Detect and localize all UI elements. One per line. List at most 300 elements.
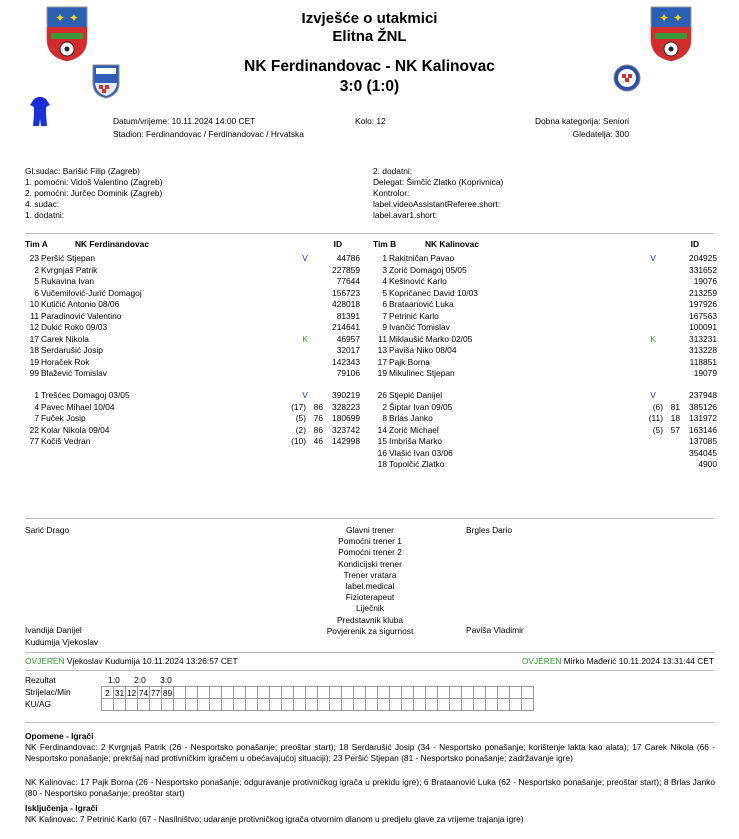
player-name: Kolar Nikola 09/04 (41, 424, 110, 435)
kuag-cell (282, 699, 294, 711)
score-cell: 2:0 (134, 675, 146, 685)
player-name: Miklaušić Marko 02/05 (389, 333, 473, 344)
scorer-cell (270, 687, 282, 699)
player-row (373, 345, 717, 356)
player-number: 12 (29, 322, 39, 332)
player-number: 2 (382, 401, 387, 412)
sub-for: (5) (295, 413, 306, 423)
player-name: Carek Nikola (41, 333, 89, 344)
scorer-grid (101, 686, 534, 711)
staff-role: Kondicijski trener (338, 558, 402, 569)
player-id: 19076 (693, 276, 717, 286)
player-name: Kopričanec David 10/03 (389, 287, 478, 298)
scorer-cell: 74 (138, 687, 149, 698)
player-row (25, 436, 360, 447)
kuag-cell (510, 699, 522, 711)
player-id: 137085 (689, 436, 717, 446)
player-number: 9 (382, 322, 387, 332)
player-number: 4 (34, 401, 39, 412)
divider (25, 233, 714, 234)
divider (25, 518, 714, 519)
spectators: Gledatelja: 300 (572, 129, 629, 139)
match-title: NK Ferdinandovac - NK Kalinovac (244, 58, 495, 75)
scorer-cell (330, 687, 342, 699)
kuag-cell (522, 699, 534, 711)
verification-left (25, 656, 238, 666)
kuag-cell (126, 699, 138, 711)
player-name: Kvrgnjaš Patrik (41, 264, 98, 275)
delegate: Delegat: Šimčić Zlatko (Koprivnica) (373, 177, 504, 187)
team-a-label: Tim A (25, 239, 48, 249)
kuag-cell (330, 699, 342, 711)
player-id: 197926 (689, 299, 717, 309)
player-row (373, 253, 717, 264)
player-row (373, 310, 717, 322)
team-a-security: Kudumija Vjekoslav (25, 637, 99, 647)
player-name: Vlašić Ivan 03/06 (389, 447, 453, 458)
scorer-cell (318, 687, 330, 699)
federation-crest-right (648, 5, 694, 63)
kuag-cell (102, 699, 114, 711)
player-id: 390219 (332, 390, 360, 400)
kuag-cell (474, 699, 486, 711)
player-number: 15 (377, 436, 387, 446)
svg-text:✦ ✦: ✦ ✦ (659, 11, 683, 25)
player-id: 167563 (689, 310, 717, 321)
staff-role: Povjerenik za sigurnost (326, 625, 414, 636)
kuag-cell (462, 699, 474, 711)
player-id: 79106 (336, 368, 360, 378)
kuag-cell (186, 699, 198, 711)
divider (25, 670, 714, 671)
player-row (373, 401, 717, 413)
player-number: 10 (29, 299, 39, 309)
player-row (25, 413, 360, 424)
scorer-cell (450, 687, 462, 699)
kuag-cell (114, 699, 126, 711)
scorer-cell (366, 687, 378, 699)
player-name: Kočiš Vedran (41, 436, 91, 446)
divider (25, 722, 714, 723)
scorer-cell (174, 687, 186, 699)
player-id: 19079 (693, 368, 717, 378)
player-name: Kešinović Karlo (389, 276, 447, 286)
player-name: Horaček Rok (41, 356, 90, 367)
player-row (25, 333, 360, 345)
player-number: 2 (34, 264, 39, 275)
scorer-cell (498, 687, 510, 699)
player-id: 163146 (689, 424, 717, 435)
kuag-label: KU/AG (25, 699, 52, 709)
sub-for: (11) (648, 413, 663, 423)
sub-minute: 86 (313, 401, 323, 412)
player-name: Šiptar Ivan 09/05 (389, 401, 453, 412)
officials-left (25, 166, 345, 221)
kuag-cell (342, 699, 354, 711)
player-row (25, 253, 360, 264)
player-row (373, 459, 717, 470)
player-number: 19 (377, 368, 387, 378)
kuag-cell (498, 699, 510, 711)
player-number: 6 (382, 299, 387, 309)
player-id: 180699 (332, 413, 360, 423)
player-name: Blažević Tomislav (41, 368, 107, 378)
player-number: 11 (30, 310, 39, 321)
player-number: 11 (378, 333, 387, 344)
player-name: Zorić Michael (389, 424, 439, 435)
scorer-cell (402, 687, 414, 699)
player-row (25, 287, 360, 299)
jersey-icon (30, 97, 50, 129)
var: label.videoAssistantReferee.short: (373, 199, 501, 209)
scorer-cell (390, 687, 402, 699)
player-number: 16 (377, 447, 387, 458)
assistant-2: 2. pomoćni: Jurčec Dominik (Zagreb) (25, 188, 163, 198)
player-id: 323742 (332, 424, 360, 435)
player-number: 7 (34, 413, 39, 423)
result-label: Rezultat (25, 675, 56, 685)
kuag-cell (414, 699, 426, 711)
player-id: 46957 (336, 333, 360, 344)
cautions-team-b: NK Kalinovac: 17 Pajk Borna (26 - Nesportsko ponašanje; odguravanje protivničkog igrača u prekidu igre); 6 Brataanović Luka (62 - Nesportsko ponašanje; preoštar start); 8 Brlas Janko (80 - Nesportsko ponašanje; preoštar start) (25, 777, 715, 798)
kuag-cell (318, 699, 330, 711)
kuag-cell (378, 699, 390, 711)
kuag-cell (450, 699, 462, 711)
match-score: 3:0 (1:0) (339, 78, 400, 95)
player-number: 1 (382, 253, 387, 263)
player-id: 81391 (336, 310, 360, 321)
player-number: 19 (29, 356, 39, 367)
verified-tag: OVJEREN (521, 656, 562, 666)
player-number: 1 (34, 390, 39, 400)
scorer-cell (210, 687, 222, 699)
player-id: 227859 (332, 264, 360, 275)
player-row (25, 345, 360, 356)
verified-tag: OVJEREN (25, 656, 65, 666)
player-row (373, 322, 717, 333)
player-id: 156723 (332, 287, 360, 298)
player-role-mark: K (302, 333, 308, 344)
additional-1: 1. dodatni: (25, 210, 65, 220)
player-row (25, 276, 360, 287)
player-name: Petrinić Karlo (389, 310, 439, 321)
player-name: Trešćec Domagoj 03/05 (41, 390, 130, 400)
player-name: Ivančić Tomislav (389, 322, 450, 332)
sub-minute: 81 (670, 401, 680, 412)
scorer-cell (462, 687, 474, 699)
kuag-cell (246, 699, 258, 711)
player-row (373, 299, 717, 310)
player-id: 331652 (689, 264, 717, 275)
verified-by: Mirko Mađerić 10.11.2024 13:31:44 CET (563, 656, 714, 666)
kuag-cell (198, 699, 210, 711)
federation-crest-left (44, 5, 90, 63)
score-cell: 1:0 (108, 675, 120, 685)
kuag-cell (306, 699, 318, 711)
player-row (373, 264, 717, 276)
player-number: 5 (34, 276, 39, 286)
kuag-cell (366, 699, 378, 711)
kuag-cell (270, 699, 282, 711)
report-title: Izvješće o utakmici (301, 10, 438, 27)
sub-for: (10) (291, 436, 306, 446)
scorer-cell (378, 687, 390, 699)
player-name: Dukić Roko 09/03 (41, 322, 108, 332)
expulsions-text: NK Kalinovac: 7 Petrinić Karlo (67 - Nasilništvo; udaranje protivničkog igrača otvornim dlanom u predjelu glave za vrijeme trajanja igre) (25, 814, 524, 824)
player-name: Rukavina Ivan (41, 276, 95, 286)
team-a-id-header: ID (333, 239, 342, 249)
sub-minute: 46 (313, 436, 323, 446)
player-id: 213259 (689, 287, 717, 298)
stadium: Stadion: Ferdinandovac / Ferdinandovac / Hrvatska (113, 129, 304, 139)
player-number: 18 (29, 345, 39, 355)
scorer-cell: 77 (150, 687, 161, 698)
team-b-name: NK Kalinovac (425, 239, 479, 249)
staff-role: Predstavnik kluba (336, 614, 404, 625)
player-number: 8 (382, 413, 387, 423)
player-role-mark: V (650, 390, 656, 400)
team-b-head-coach: Brgles Dario (466, 525, 513, 535)
player-name: Vučemilović-Jurić Domagoj (41, 287, 142, 298)
staff-role: label.medical (345, 580, 395, 591)
divider (25, 652, 714, 653)
player-id: 204925 (689, 253, 717, 263)
player-name: Paviša Niko 08/04 (389, 345, 457, 355)
kuag-cell (438, 699, 450, 711)
player-number: 26 (377, 390, 387, 400)
player-id: 428018 (332, 299, 360, 309)
player-row (373, 424, 717, 436)
player-number: 77 (29, 436, 39, 446)
player-role-mark: K (650, 333, 656, 344)
player-id: 118851 (689, 356, 717, 367)
kuag-cell (234, 699, 246, 711)
player-row (25, 390, 360, 401)
player-id: 237948 (689, 390, 717, 400)
player-number: 22 (29, 424, 39, 435)
player-name: Zorić Domagoj 05/05 (389, 264, 467, 275)
player-name: Topolčić Zlatko (389, 459, 445, 469)
player-id: 77644 (336, 276, 360, 286)
player-number: 14 (377, 424, 387, 435)
scorer-cell (342, 687, 354, 699)
player-row (373, 413, 717, 424)
scorer-cell (426, 687, 438, 699)
player-row (373, 436, 717, 447)
score-cell: 3:0 (160, 675, 172, 685)
scorer-cell: 2 (102, 687, 114, 699)
away-club-logo (612, 63, 642, 95)
player-id: 142998 (332, 436, 360, 446)
sub-for: (17) (291, 401, 306, 412)
staff-role: Trener vratara (343, 569, 397, 580)
team-a-head-coach: Sarić Drago (25, 525, 70, 535)
player-row (25, 401, 360, 413)
scorer-cell: 31 (114, 687, 125, 698)
player-role-mark: V (650, 253, 656, 263)
scorer-cell (234, 687, 246, 699)
player-row (373, 276, 717, 287)
staff-roles (290, 525, 450, 637)
player-name: Imbriša Marko (389, 436, 443, 446)
player-name: Mikulinec Stjepan (389, 368, 455, 378)
player-id: 214641 (332, 322, 360, 332)
cautions-title: Opomene - Igrači (25, 731, 94, 741)
cautions-team-a: NK Ferdinandovac: 2 Kvrgnjaš Patrik (26 - Nesportsko ponašanje; preoštar start); 18 Serdarušić Josip (34 - Nesportsko ponašanje; korištenje lakta kao alata); 17 Carek Nikola (66 - Nesportsko ponašanje; prekršaj nad protivničkim igračem u obećavajućoj situaciji); 23 Peršić Stjepan (81 - Nesportsko ponašanje; zadržavanje igre) (25, 742, 715, 763)
scorer-cell: 89 (162, 687, 173, 698)
player-number: 7 (382, 310, 387, 321)
assistant-1: 1. pomoćni: Vidoš Valentino (Zagreb) (25, 177, 163, 187)
player-row (373, 287, 717, 299)
scorer-cell (282, 687, 294, 699)
player-row (25, 310, 360, 322)
expulsions-title: Isključenja - Igrači (25, 803, 98, 813)
additional-2: 2. dodatni: (373, 166, 413, 176)
player-row (25, 322, 360, 333)
staff-role: Pomoćni trener 2 (338, 547, 402, 558)
scorer-cell (474, 687, 486, 699)
player-name: Rakitničan Pavao (389, 253, 455, 263)
player-id: 4900 (698, 459, 717, 469)
team-b-id-header: ID (690, 239, 699, 249)
sub-for: (2) (295, 424, 306, 435)
staff-role: Pomoćni trener 1 (338, 536, 402, 547)
kuag-cell (174, 699, 186, 711)
player-row (373, 447, 717, 459)
sub-minute: 76 (313, 413, 323, 423)
player-name: Serdarušić Josip (41, 345, 103, 355)
player-role-mark: V (302, 253, 308, 263)
player-name: Pajk Borna (389, 356, 430, 367)
player-name: Peršić Stjepan (41, 253, 95, 263)
scorer-cell (522, 687, 534, 699)
player-name: Brlas Janko (389, 413, 433, 423)
kuag-cell (150, 699, 162, 711)
player-row (25, 356, 360, 368)
player-number: 17 (29, 333, 39, 344)
kuag-cell (294, 699, 306, 711)
kuag-cell (138, 699, 150, 711)
sub-for: (6) (652, 401, 663, 412)
player-row (25, 368, 360, 379)
kuag-cell (390, 699, 402, 711)
scorer-cell (438, 687, 450, 699)
sub-minute: 18 (670, 413, 680, 423)
player-number: 18 (377, 459, 387, 469)
team-b-label: Tim B (373, 239, 397, 249)
player-role-mark: V (302, 390, 308, 400)
referee: Gl.sudac: Barišić Filip (Zagreb) (25, 166, 140, 176)
verification-right (440, 656, 714, 666)
home-club-logo (91, 63, 121, 101)
scorer-label: Strijelac/Min (25, 687, 71, 697)
staff-role: Glavni trener (346, 525, 394, 535)
player-number: 13 (377, 345, 387, 355)
staff-role: Liječnik (356, 603, 384, 614)
kuag-cell (426, 699, 438, 711)
player-id: 313231 (689, 333, 717, 344)
scorer-cell (198, 687, 210, 699)
player-row (25, 424, 360, 436)
player-number: 23 (29, 253, 39, 263)
scorer-cell (354, 687, 366, 699)
sub-for: (5) (652, 424, 663, 435)
player-number: 5 (382, 287, 387, 298)
fourth-official: 4. sudac: (25, 199, 59, 209)
player-number: 3 (382, 264, 387, 275)
player-id: 385126 (689, 401, 717, 412)
sub-minute: 57 (670, 424, 680, 435)
player-id: 44786 (336, 253, 360, 263)
player-name: Paradinović Valentino (41, 310, 122, 321)
team-b-club-rep: Paviša Vladimir (466, 625, 524, 635)
player-row (373, 368, 717, 379)
kuag-cell (354, 699, 366, 711)
player-id: 131972 (689, 413, 717, 423)
scorer-cell (510, 687, 522, 699)
datetime: Datum/vrijeme: 10.11.2024 14:00 CET (113, 116, 256, 126)
scorer-cell (486, 687, 498, 699)
score-progression (101, 674, 179, 686)
player-number: 6 (34, 287, 39, 298)
kuag-cell (210, 699, 222, 711)
player-row (373, 356, 717, 368)
player-number: 4 (382, 276, 387, 286)
player-name: Fuček Josip (41, 413, 86, 423)
officials-right (373, 166, 713, 221)
scorer-cell (294, 687, 306, 699)
player-name: Stjepić Danijel (389, 390, 443, 400)
svg-text:✦ ✦: ✦ ✦ (55, 11, 79, 25)
staff-role: Fizioterapeut (345, 592, 395, 603)
sub-minute: 86 (313, 424, 323, 435)
player-id: 354045 (689, 447, 717, 458)
player-row (25, 299, 360, 310)
team-a-club-rep: Ivandija Danijel (25, 625, 82, 635)
scorer-cell (222, 687, 234, 699)
player-row (373, 390, 717, 401)
player-row (373, 333, 717, 345)
player-name: Kutičić Antonio 08/06 (41, 299, 120, 309)
kuag-cell (222, 699, 234, 711)
round: Kolo: 12 (355, 116, 386, 126)
player-id: 32017 (336, 345, 360, 355)
player-id: 313228 (689, 345, 717, 355)
team-a-name: NK Ferdinandovac (75, 239, 149, 249)
kuag-cell (162, 699, 174, 711)
controller: Kontrolor: (373, 188, 410, 198)
league-title: Elitna ŽNL (332, 28, 407, 45)
player-number: 17 (377, 356, 387, 367)
scorer-cell (306, 687, 318, 699)
scorer-cell (246, 687, 258, 699)
kuag-cell (402, 699, 414, 711)
scorer-cell (414, 687, 426, 699)
player-id: 142343 (332, 356, 360, 367)
scorer-cell (258, 687, 270, 699)
player-name: Pavec Mihael 10/04 (41, 401, 115, 412)
player-row (25, 264, 360, 276)
player-name: Brataanović Luka (389, 299, 454, 309)
player-id: 100091 (689, 322, 717, 332)
age-category: Dobna kategorija: Seniori (534, 116, 629, 126)
verified-by: Vjekoslav Kudumija 10.11.2024 13:26:57 CET (66, 656, 238, 666)
scorer-cell (186, 687, 198, 699)
player-id: 328223 (332, 401, 360, 412)
player-number: 99 (29, 368, 39, 378)
avar: label.avar1.short: (373, 210, 438, 220)
kuag-cell (486, 699, 498, 711)
